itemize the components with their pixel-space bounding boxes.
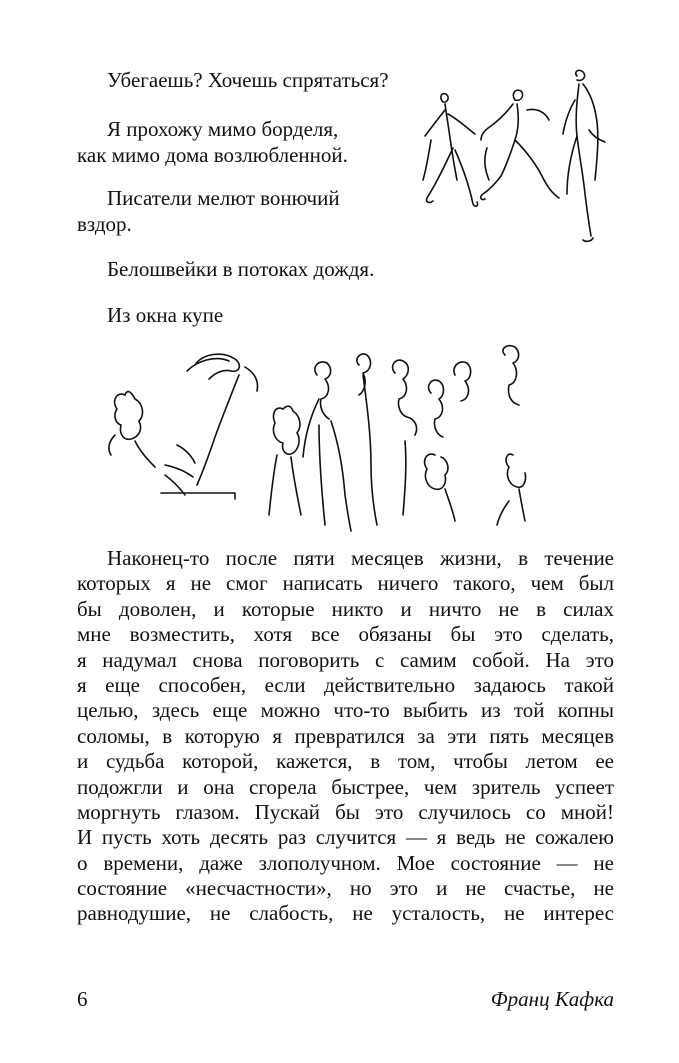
body-line: мне возместить, хотя все обязаны бы это сделать,: [77, 622, 614, 647]
page-number: 6: [77, 987, 88, 1011]
body-line: целью, здесь еще можно что-то выбить из той копны: [77, 698, 614, 723]
faces-sketch: [105, 345, 555, 535]
poem-line-5: Из окна купе: [107, 303, 224, 327]
body-line: я надумал снова поговорить с самим собой. На это: [77, 647, 614, 672]
body-line: И пусть хоть десять раз случится — я ведь не сожалею: [77, 825, 614, 850]
body-line: равнодушие, не слабость, не усталость, не интерес: [77, 901, 614, 926]
running-footer-author: Франц Кафка: [490, 987, 614, 1011]
poem-line-1: Убегаешь? Хочешь спрятаться?: [107, 68, 389, 92]
body-line: Наконец-то после пяти месяцев жизни, в течение: [107, 546, 614, 570]
body-line: я еще способен, если действительно задаюсь такой: [77, 672, 614, 697]
body-line: бы доволен, и которые никто и ничто не в силах: [77, 596, 614, 621]
poem-line-2b: как мимо дома возлюбленной.: [77, 143, 348, 167]
poem-line-2a: Я прохожу мимо борделя,: [107, 117, 339, 141]
body-line: и судьба которой, кажется, в том, чтобы летом ее: [77, 749, 614, 774]
body-line: которых я не смог написать ничего такого, чем был: [77, 571, 614, 596]
poem-line-3a: Писатели мелют вонючий: [107, 186, 340, 210]
body-line: состояние «несчастности», но это и не счастье, не: [77, 876, 614, 901]
body-line: подожгли и она сгорела быстрее, чем зритель успеет: [77, 774, 614, 799]
body-line: о времени, даже злополучном. Мое состояние — не: [77, 850, 614, 875]
body-line: моргнуть глазом. Пускай бы это случилось со мной!: [77, 799, 614, 824]
dancers-sketch: [415, 70, 615, 250]
poem-line-4: Белошвейки в потоках дождя.: [107, 257, 375, 281]
poem-line-3b: вздор.: [77, 212, 132, 236]
body-paragraph: [77, 546, 614, 927]
body-line: соломы, в которую я превратился за эти пять месяцев: [77, 723, 614, 748]
